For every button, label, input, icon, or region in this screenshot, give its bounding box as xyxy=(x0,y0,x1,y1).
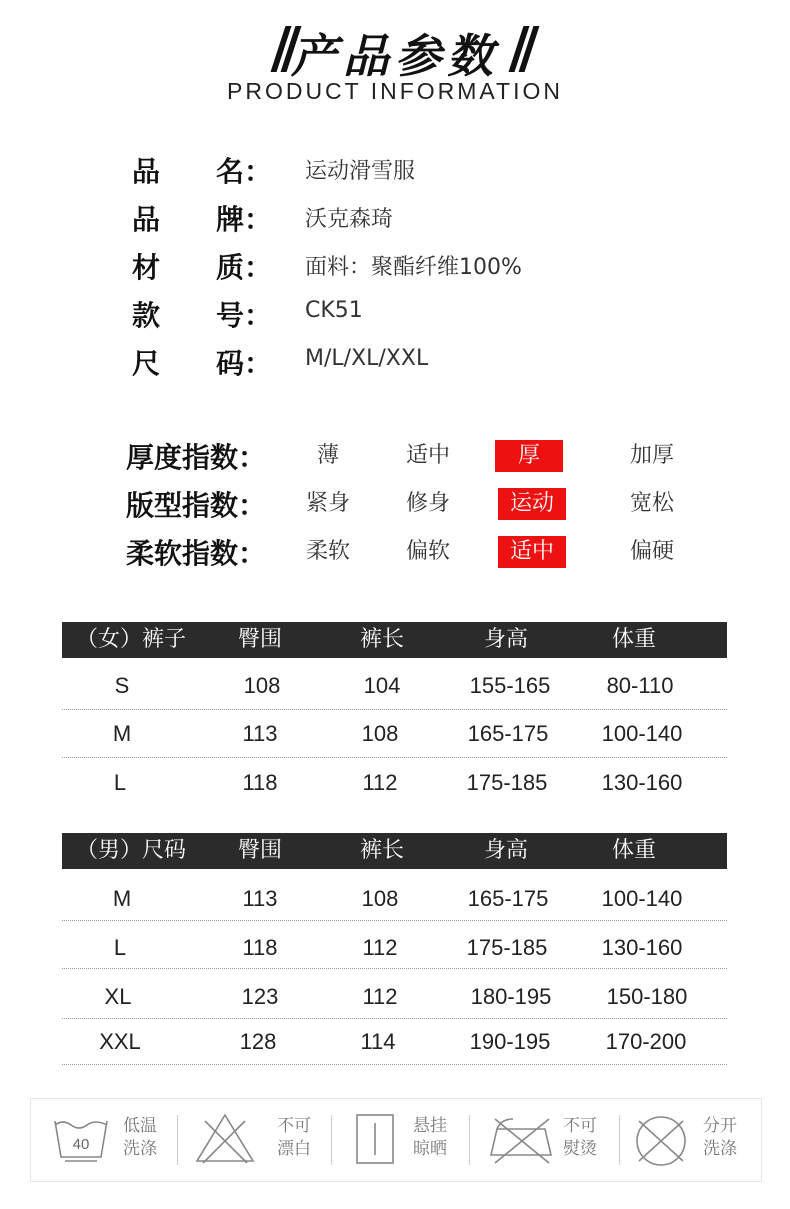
row-divider xyxy=(62,968,727,969)
table-cell: 112 xyxy=(362,935,398,960)
table-cell: 113 xyxy=(242,721,278,746)
care-instructions xyxy=(30,1098,762,1182)
row-divider xyxy=(62,920,727,921)
column-header: 裤长 xyxy=(360,627,405,652)
softness-option: 偏硬 xyxy=(629,539,674,564)
table-cell: 130-160 xyxy=(601,935,683,960)
fit-option: 宽松 xyxy=(629,491,674,516)
care-text-line1: 分开 xyxy=(703,1116,737,1136)
table-cell: M xyxy=(112,721,132,746)
info-label: 品 xyxy=(132,155,161,188)
no-iron-icon xyxy=(487,1115,557,1165)
row-divider xyxy=(62,709,727,710)
thickness-index-label: 厚度指数： xyxy=(126,441,267,474)
info-value-name: 运动滑雪服 xyxy=(305,159,416,184)
table-cell: M xyxy=(112,886,132,911)
table-cell: 155-165 xyxy=(469,673,551,698)
table-header xyxy=(62,833,727,869)
table-header xyxy=(62,622,727,658)
softness-index-label: 柔软指数： xyxy=(126,537,267,570)
fit-option: 紧身 xyxy=(305,491,350,516)
care-divider xyxy=(469,1115,470,1165)
hang-dry-icon xyxy=(353,1111,397,1167)
table-cell: 165-175 xyxy=(467,886,549,911)
table-cell: 190-195 xyxy=(469,1029,551,1054)
info-label: 码： xyxy=(216,347,273,380)
table-cell: 150-180 xyxy=(606,984,688,1009)
table-cell: 165-175 xyxy=(467,721,549,746)
table-cell: 108 xyxy=(361,721,399,746)
care-divider xyxy=(177,1115,178,1165)
table-cell: 175-185 xyxy=(466,935,548,960)
info-label: 尺 xyxy=(132,347,161,380)
fit-option: 修身 xyxy=(405,491,450,516)
column-header: （女）裤子 xyxy=(76,627,187,652)
info-value-brand: 沃克森琦 xyxy=(305,207,394,232)
info-value-material: 面料：聚酯纤维100% xyxy=(305,255,522,280)
table-cell: 112 xyxy=(362,984,398,1009)
info-label: 质： xyxy=(216,251,273,284)
table-cell: S xyxy=(114,673,130,698)
care-text-line1: 悬挂 xyxy=(413,1116,447,1136)
fit-option-selected: 运动 xyxy=(498,488,566,520)
info-label: 品 xyxy=(132,203,161,236)
care-divider xyxy=(331,1115,332,1165)
care-text-line1: 低温 xyxy=(123,1116,157,1136)
table-cell: 80-110 xyxy=(606,673,674,698)
table-cell: 118 xyxy=(242,935,278,960)
table-cell: XL xyxy=(104,984,132,1009)
thickness-option: 适中 xyxy=(405,443,450,468)
thickness-option-selected: 厚 xyxy=(495,440,563,472)
table-cell: 180-195 xyxy=(470,984,552,1009)
table-cell: 100-140 xyxy=(601,886,683,911)
column-header: 体重 xyxy=(612,627,657,652)
column-header: 身高 xyxy=(484,627,529,652)
thickness-option: 薄 xyxy=(316,443,339,468)
table-cell: 113 xyxy=(242,886,278,911)
care-text-line1: 不可 xyxy=(277,1116,311,1136)
row-divider xyxy=(62,1018,727,1019)
table-cell: 130-160 xyxy=(601,770,683,795)
table-cell: 128 xyxy=(239,1029,277,1054)
table-cell: L xyxy=(113,935,127,960)
column-header: 裤长 xyxy=(360,838,405,863)
care-text-line2: 晾晒 xyxy=(413,1139,447,1159)
table-cell: 108 xyxy=(361,886,399,911)
table-cell: XXL xyxy=(99,1029,141,1054)
table-cell: 123 xyxy=(241,984,279,1009)
info-value-model: CK51 xyxy=(305,298,363,323)
separate-wash-icon xyxy=(631,1113,691,1169)
info-label: 材 xyxy=(132,251,161,284)
table-cell: 100-140 xyxy=(601,721,683,746)
column-header: （男）尺码 xyxy=(76,838,187,863)
info-label: 牌： xyxy=(216,203,273,236)
column-header: 体重 xyxy=(612,838,657,863)
table-cell: 175-185 xyxy=(466,770,548,795)
column-header: 臀围 xyxy=(238,627,283,652)
softness-option-selected: 适中 xyxy=(498,536,566,568)
page-subtitle: PRODUCT INFORMATION xyxy=(227,78,563,104)
info-value-sizes: M/L/XL/XXL xyxy=(305,346,429,371)
wash-temperature: 40 xyxy=(72,1136,90,1153)
info-label: 名： xyxy=(216,155,273,188)
column-header: 身高 xyxy=(484,838,529,863)
column-header: 臀围 xyxy=(238,838,283,863)
care-divider xyxy=(619,1115,620,1165)
info-label: 号： xyxy=(216,299,273,332)
care-text-line2: 洗涤 xyxy=(123,1139,157,1159)
fit-index-label: 版型指数： xyxy=(126,489,267,522)
table-cell: 104 xyxy=(363,673,401,698)
low-temp-wash-icon xyxy=(51,1113,111,1163)
no-bleach-icon xyxy=(193,1111,257,1165)
table-cell: 170-200 xyxy=(605,1029,687,1054)
table-cell: 118 xyxy=(242,770,278,795)
table-cell: 112 xyxy=(362,770,398,795)
page-title: 产品参数 xyxy=(291,29,499,83)
row-divider xyxy=(62,1064,727,1065)
table-cell: L xyxy=(113,770,127,795)
row-divider xyxy=(62,757,727,758)
care-text-line2: 熨烫 xyxy=(563,1139,597,1159)
info-label: 款 xyxy=(132,299,161,332)
care-text-line2: 洗涤 xyxy=(703,1139,737,1159)
header xyxy=(0,14,790,84)
care-text-line1: 不可 xyxy=(563,1116,597,1136)
thickness-option: 加厚 xyxy=(629,443,674,468)
table-cell: 108 xyxy=(243,673,281,698)
softness-option: 柔软 xyxy=(305,539,350,564)
table-cell: 114 xyxy=(360,1029,396,1054)
softness-option: 偏软 xyxy=(405,539,450,564)
care-text-line2: 漂白 xyxy=(277,1139,311,1159)
